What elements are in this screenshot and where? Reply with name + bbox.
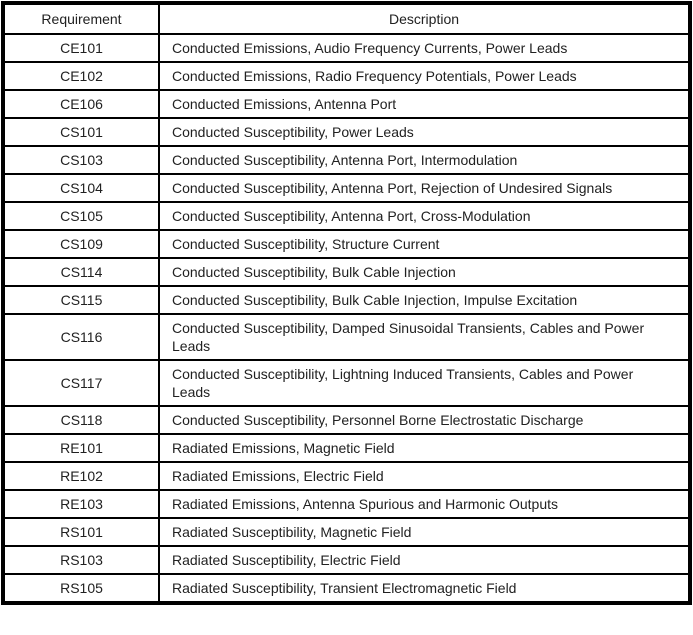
requirement-description-cell: Radiated Emissions, Magnetic Field: [159, 434, 690, 462]
table-row: [3, 286, 690, 314]
column-header-requirement: Requirement: [3, 3, 159, 34]
requirement-description-cell: Conducted Susceptibility, Bulk Cable Injection: [159, 258, 690, 286]
requirement-code-cell: CS101: [3, 118, 159, 146]
requirement-description-cell: Radiated Emissions, Electric Field: [159, 462, 690, 490]
requirement-code-cell: CS116: [3, 314, 159, 360]
requirement-description-cell: Conducted Susceptibility, Structure Current: [159, 230, 690, 258]
requirement-code-cell: CE106: [3, 90, 159, 118]
requirement-description-cell: Conducted Emissions, Audio Frequency Currents, Power Leads: [159, 34, 690, 62]
requirement-description-cell: Conducted Emissions, Radio Frequency Potentials, Power Leads: [159, 62, 690, 90]
requirement-code-cell: CS104: [3, 174, 159, 202]
table-row: [3, 574, 690, 603]
requirement-code-cell: CS105: [3, 202, 159, 230]
table-row: [3, 406, 690, 434]
table-row: [3, 90, 690, 118]
requirement-code-cell: CS114: [3, 258, 159, 286]
requirement-description-cell: Conducted Susceptibility, Damped Sinusoidal Transients, Cables and Power Leads: [159, 314, 690, 360]
requirement-code-cell: RS101: [3, 518, 159, 546]
requirement-code-cell: CS103: [3, 146, 159, 174]
requirement-description-cell: Radiated Emissions, Antenna Spurious and Harmonic Outputs: [159, 490, 690, 518]
table-row: [3, 174, 690, 202]
table-body: [3, 34, 690, 603]
requirement-description-cell: Radiated Susceptibility, Magnetic Field: [159, 518, 690, 546]
table-row: [3, 490, 690, 518]
requirement-code-cell: CS115: [3, 286, 159, 314]
requirement-code-cell: CS109: [3, 230, 159, 258]
requirement-code-cell: CS117: [3, 360, 159, 406]
table-row: [3, 462, 690, 490]
table-row: [3, 62, 690, 90]
requirement-description-cell: Conducted Susceptibility, Bulk Cable Injection, Impulse Excitation: [159, 286, 690, 314]
table-row: [3, 360, 690, 406]
requirement-description-cell: Conducted Susceptibility, Power Leads: [159, 118, 690, 146]
column-header-description: Description: [159, 3, 690, 34]
requirement-description-cell: Conducted Susceptibility, Personnel Borne Electrostatic Discharge: [159, 406, 690, 434]
requirement-description-cell: Conducted Susceptibility, Antenna Port, Cross-Modulation: [159, 202, 690, 230]
table-header-row: [3, 3, 690, 34]
table-row: [3, 230, 690, 258]
table-row: [3, 314, 690, 360]
requirement-code-cell: RS103: [3, 546, 159, 574]
table-row: [3, 118, 690, 146]
requirement-code-cell: CE101: [3, 34, 159, 62]
table-row: [3, 258, 690, 286]
requirement-description-cell: Conducted Emissions, Antenna Port: [159, 90, 690, 118]
table-row: [3, 202, 690, 230]
requirement-description-cell: Radiated Susceptibility, Electric Field: [159, 546, 690, 574]
requirement-description-cell: Conducted Susceptibility, Antenna Port, Rejection of Undesired Signals: [159, 174, 690, 202]
requirement-code-cell: RE101: [3, 434, 159, 462]
requirements-table: [1, 1, 692, 605]
requirement-description-cell: Radiated Susceptibility, Transient Electromagnetic Field: [159, 574, 690, 603]
requirement-code-cell: RE102: [3, 462, 159, 490]
requirement-description-cell: Conducted Susceptibility, Lightning Induced Transients, Cables and Power Leads: [159, 360, 690, 406]
requirement-code-cell: RS105: [3, 574, 159, 603]
table-row: [3, 34, 690, 62]
requirement-code-cell: RE103: [3, 490, 159, 518]
table-row: [3, 146, 690, 174]
requirement-code-cell: CE102: [3, 62, 159, 90]
table-row: [3, 518, 690, 546]
requirement-code-cell: CS118: [3, 406, 159, 434]
table-row: [3, 434, 690, 462]
requirement-description-cell: Conducted Susceptibility, Antenna Port, Intermodulation: [159, 146, 690, 174]
table-row: [3, 546, 690, 574]
